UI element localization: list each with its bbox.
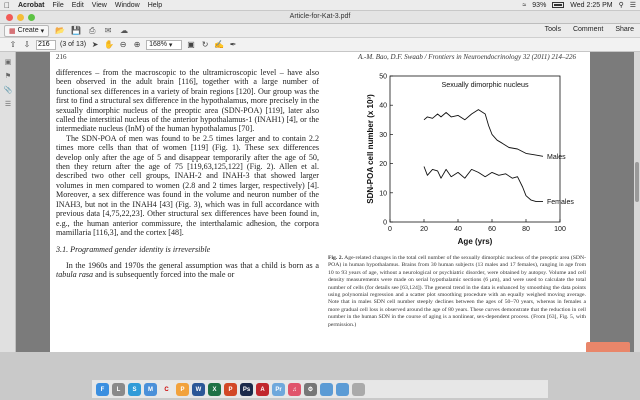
tab-tools[interactable]: Tools [544,26,561,33]
main-toolbar [0,24,640,38]
tab-comment[interactable]: Comment [572,26,604,33]
paragraph-3-text-a: In the 1960s and 1970s the general assumption was that a child is born as a [66,260,319,270]
y-tick-label: 40 [379,102,387,110]
page-count: (3 of 13) [60,41,87,48]
x-tick-label: 0 [388,226,392,233]
journal-reference: A.-M. Bao, D.F. Swaab / Frontiers in Neuroendocrinology 32 (2011) 214–226 [358,53,576,61]
y-tick-label: 20 [379,161,387,169]
cloud-icon[interactable]: ☁ [120,26,129,35]
photos-icon[interactable]: P [176,383,189,396]
notification-center-icon[interactable]: ☰ [629,2,636,9]
create-label: Create [17,27,39,34]
status-area [522,1,636,9]
previous-page-icon[interactable]: ⇧ [9,40,17,49]
acrobat-icon[interactable]: A [256,383,269,396]
x-tick-label: 20 [420,226,428,233]
menu-help[interactable]: Help [141,1,157,9]
folder-icon[interactable] [320,383,333,396]
y-tick-label: 50 [379,73,387,81]
caption-label: Fig. 2. [328,255,344,261]
create-icon: ▦ [9,27,16,35]
music-icon[interactable]: ♫ [288,383,301,396]
preview-icon[interactable]: Pr [272,383,285,396]
series-line-females [424,167,543,202]
x-axis-label: Age (yrs) [457,237,493,246]
print-icon[interactable]: ⎙ [88,25,96,35]
word-icon[interactable]: W [192,383,205,396]
hand-icon[interactable]: ✋ [104,40,115,49]
select-arrow-icon[interactable]: ➤ [91,40,99,49]
left-column [56,68,319,280]
navigation-pane [0,52,16,352]
powerpoint-icon[interactable]: P [224,383,237,396]
menu-view[interactable]: View [85,1,101,9]
fit-page-icon[interactable]: ▣ [187,40,195,49]
page-thumbnails-icon[interactable]: ▣ [4,59,12,66]
apple-icon[interactable] [4,1,10,10]
caption-text: Age-related changes in the total cell number of the sexually dimorphic nucleus of the preoptic area (SDN-POA) in human hypothalamus. Brains from 30 human subjects (13 males and 17 females), ranging in age from 10 to 93 years of age, without a neurological or psychiatric disorder, were obtained by autopsy. Volume and cell density measurements were made on serial hypothalamic sections (6 μm), and were used to calculate the total number of cells (for details see [63,124]). The general trend in the data is enhanced by smoothing the data points using polynomial regression and a scatter plot smoothing procedure with an equally weighed moving average. Note that in males SDN cell number steeply declines between the ages of 50–70 years, whereas in females a more gradual cell loss is observed around the age of 80 years. These curves demonstrate that the reduction in cell number in the human SDN in the course of aging is a nonlinear, sex-dependent process. (From [63], Fig. 5, with permission.) [328,255,586,328]
sdn-chart [328,62,590,252]
vertical-scrollbar[interactable] [634,52,640,352]
x-tick-label: 80 [522,226,530,233]
calendar-icon[interactable]: C [160,383,173,396]
rotate-icon[interactable]: ↻ [201,40,209,49]
settings-icon[interactable]: ⚙ [304,383,317,396]
window-title: Article-for-Kat-3.pdf [289,13,351,20]
x-tick-label: 40 [454,226,462,233]
paragraph-3 [56,261,319,280]
menu-edit[interactable]: Edit [65,1,78,9]
excel-icon[interactable]: X [208,383,221,396]
trash-icon[interactable] [352,383,365,396]
figure-caption [328,255,586,329]
safari-icon[interactable]: S [128,383,141,396]
series-label-males: Males [547,153,566,161]
pdf-page [50,52,590,352]
wifi-icon[interactable]: ≈ [522,1,527,9]
chart-frame [390,76,560,222]
launchpad-icon[interactable]: L [112,383,125,396]
finder-icon[interactable]: F [96,383,109,396]
menu-bar [0,0,640,11]
battery-percent: 93% [532,1,547,9]
menu-file[interactable]: File [46,1,58,9]
paragraph-3-emphasis: tabula rasa [56,270,94,280]
create-button[interactable] [4,25,49,37]
page-number-label: 216 [56,53,67,61]
photoshop-icon[interactable]: Ps [240,383,253,396]
next-page-icon[interactable]: ⇩ [23,40,31,49]
tab-share[interactable]: Share [615,26,634,33]
attachments-icon[interactable]: 📎 [3,87,13,94]
floating-toolbar-button[interactable] [586,342,630,352]
comment-icon[interactable]: ✍ [214,40,225,49]
panel-tabs [545,26,634,33]
zoom-out-icon[interactable]: ⊖ [119,40,127,49]
menu-app-name[interactable]: Acrobat [12,1,39,9]
y-tick-label: 0 [383,219,387,227]
window-titlebar [0,11,640,24]
open-icon[interactable]: 📂 [55,26,66,35]
y-tick-label: 10 [379,190,387,198]
folder-icon[interactable] [336,383,349,396]
dock [92,380,548,398]
layers-icon[interactable]: ☰ [4,101,12,108]
paragraph-2: The SDN-POA of men was found to be 2.5 times larger and to contain 2.2 times more cells than that of women [119] (Fig. 1). These sex differences develop only after the age of 5 and disappear temporarily after the age of 50, then they return after the age of 75 [119,63,125,122] (Fig. 2). Allen et al. described two other cell groups, INAH-2 and INAH-3 that showed larger volumes in men compared to women (2.8 and 2 times larger, respectively) [4]. Moreover, a sex difference was found in the volume and neuron number of the INAH3, but not in the INAH4 [43] (Fig. 3), which was in full accordance with previous data [4,75,22,23]. Other structural sex differences have been found in, e.g., the human anterior commissure, the interthalamic adhesion, the corpora mamillaria [116,3], and the cortex [48]. [56,133,319,237]
menu-window[interactable]: Window [108,1,134,9]
zoom-in-icon[interactable]: ⊕ [133,40,141,49]
chevron-down-icon: ▾ [40,27,45,35]
highlight-icon[interactable]: ✒ [229,40,237,49]
save-icon[interactable]: 💾 [71,26,82,35]
clock[interactable]: Wed 2:25 PM [570,1,613,9]
y-axis-label: SDN-POA cell number (x 10³) [366,94,375,204]
battery-icon[interactable] [552,2,564,8]
paragraph-3-text-b: and is subsequently forced into the male or [93,270,235,280]
zoom-value: 168% [149,41,167,48]
x-tick-label: 60 [488,226,496,233]
document-viewer[interactable] [16,52,640,352]
dock-area [0,352,640,400]
page-number-input[interactable] [36,40,56,50]
zoom-select[interactable]: 168% ▾ [146,40,182,50]
email-icon[interactable]: ✉ [104,26,112,35]
bookmarks-icon[interactable]: ⚑ [4,73,12,80]
series-label-females: Females [547,199,574,207]
mail-icon[interactable]: M [144,383,157,396]
scrollbar-thumb[interactable] [635,162,639,202]
chart-title: Sexually dimorphic nucleus [441,80,529,89]
y-tick-label: 30 [379,131,387,139]
x-tick-label: 100 [554,226,566,233]
paragraph-1: differences – from the macroscopic to the ultramicroscopic level – have also been observed in the adult brain [116], together with a large number of functional sex differences in a variety of brain regions [120]. Our group was the first to find a structural sex difference in the hypothalamus, more precisely in the sexually dimorphic nucleus of the preoptic area (SDN-POA) [119], later also called the interstitial nucleus of the anterior hypothalamus-1 (INAH1) [4], or the intermediate nucleus (InM) of the human hypothalamus [70]. [56,68,319,134]
section-heading: 3.1. Programmed gender identity is irreversible [56,245,211,255]
search-icon[interactable]: ⚲ [618,2,624,9]
navigation-toolbar [0,38,640,52]
series-line-males [424,110,543,157]
